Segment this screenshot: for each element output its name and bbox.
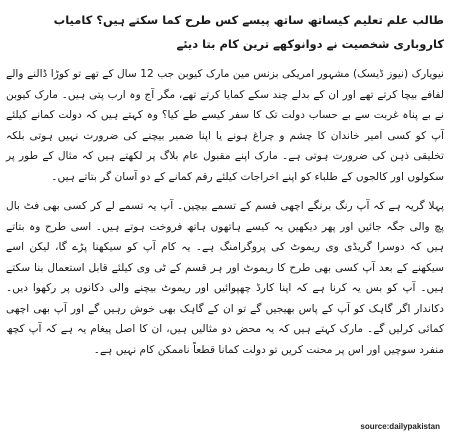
article-paragraph-1: نیویارک (نیوز ڈیسک) مشہور امریکی بزنس مین مارک کیوبن جب 12 سال کے تھے تو کوڑا ڈالنے والے لفافے بیچا کرتے تھے اور ان کے بدلے چند سکے کمایا کرتے تھے، مگر آج وہ ارب پتی ہیں۔ مارک کیوبن نے بے پناہ غربت سے بے حساب دولت تک کا سفر کیسے طے کیا؟ وہ کہتے ہیں کہ دولت کمانے کیلئے آپ کو کسی امیر خاندان کا چشم و چراغ ہونے یا اپنا ضمیر بیچنے کی ضرورت نہیں ہوتی بلکہ تخلیقی ذہن کی ضرورت ہوتی ہے۔ مارک اپنے مقبول عام بلاگ پر لکھتے ہیں کہ مثال کے طور پر سکولوں اور کالجوں کے طلباء کو اپنے اخراجات کیلئے رقم کمانے کے دو آسان گر بتاتے ہیں۔ — [6, 68, 444, 183]
article-title: طالب علم تعلیم کیساتھ ساتھ پیسے کس طرح کما سکتے ہیں؟ کامیاب کاروباری شخصیت نے دوانوکھے ترین کام بتا دیئے — [53, 13, 444, 51]
source-credit: source:dailypakistan — [360, 422, 440, 431]
article-paragraph-2: پہلا گریہ ہے کہ آپ رنگ برنگے اچھی قسم کے تسمے بیچیں۔ آپ یہ تسمے لے کر کسی بھی فٹ بال پچ والی جگہ جائیں اور پھر دیکھیں یہ کیسے ہاتھوں ہاتھ فروخت ہوتے ہیں۔ اسی طرح وہ بتاتے ہیں کہ دوسرا گریڈی وی ریموٹ کی پروگرامنگ ہے۔ یہ کام آپ کو سیکھنا پڑے گا، لیکن اسے سیکھنے کے بعد آپ کسی بھی طرح کا ریموٹ اور ہر قسم کے ٹی وی کیلئے قابل استعمال بنا سکتے ہیں۔ آپ کو بس یہ کرنا ہے کہ اپنا کارڈ چھپوائیں اور ریموٹ بیچنے والی دکانوں پر رکھوا دیں۔ دکاندار اگر گاہک کو آپ کے پاس بھیجیں گے تو ان کے گاہک بھی خوش رہیں گے اور آپ بھی اچھی کمائی کرلیں گے۔ مارک کہتے ہیں کہ یہ محض دو مثالیں ہیں، ان کا اصل پیغام یہ ہے کہ آپ کچھ منفرد سوچیں اور اس پر محنت کریں تو دولت کمانا قطعاً ناممکن کام نہیں ہے۔ — [6, 200, 444, 356]
